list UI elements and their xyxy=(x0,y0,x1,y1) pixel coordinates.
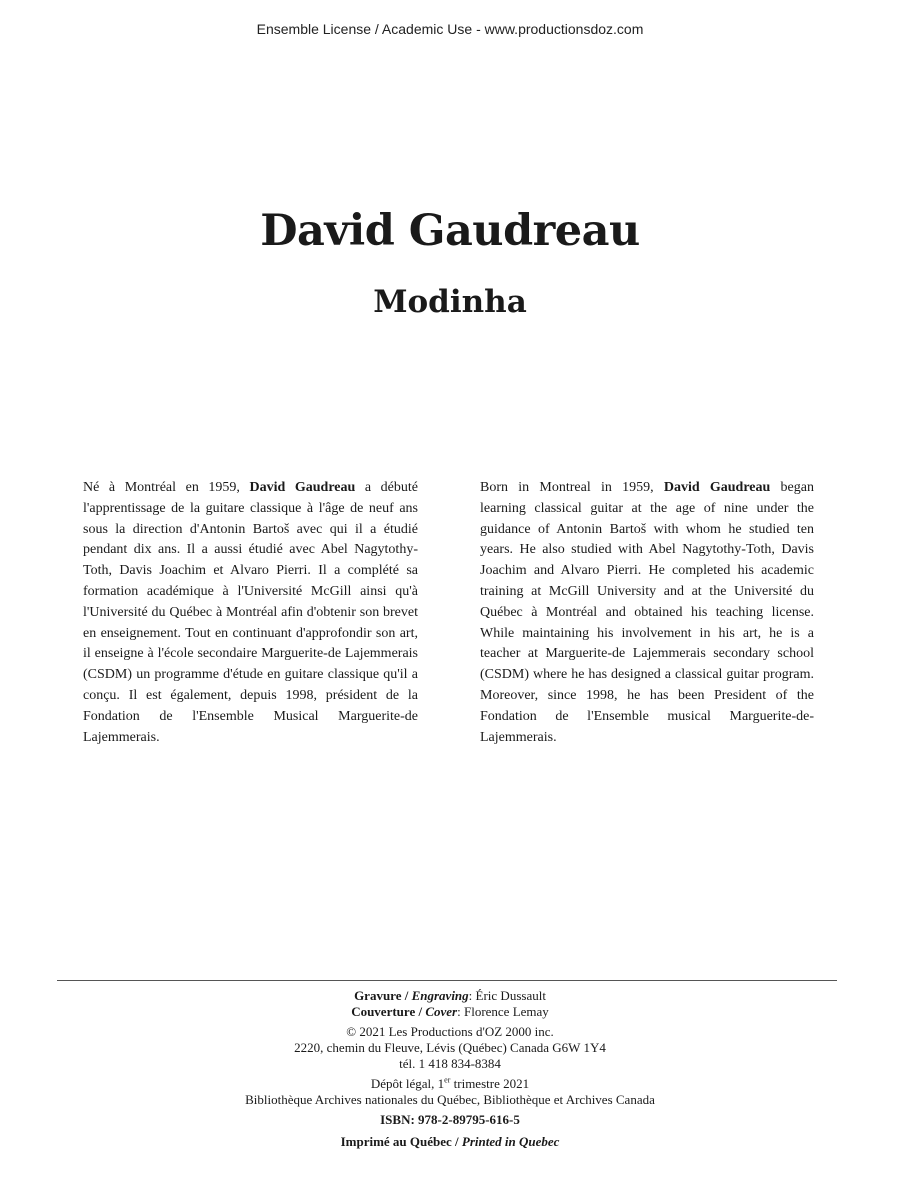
isbn-value: ISBN: 978-2-89795-616-5 xyxy=(380,1112,520,1127)
engraving-value: : Éric Dussault xyxy=(468,988,546,1003)
bio-fr-intro: Né à Montréal en 1959, xyxy=(83,480,250,495)
printed-in xyxy=(0,1134,900,1150)
bio-fr-composer-name: David Gaudreau xyxy=(249,480,356,495)
engraving-label-en: Engraving xyxy=(411,988,469,1003)
bio-en-intro: Born in Montreal in 1959, xyxy=(480,480,664,495)
biography-english-text xyxy=(480,478,814,748)
bio-fr-body: a débuté l'apprentissage de la guitare classique à l'âge de neuf ans sous la direction d'Antonin Bartoš avec qui il a étudié pendant dix ans. Il a aussi étudié avec Abel Nagytothy-Toth, Davis Joachim et Alvaro Pierri. Il a complété sa formation académique à l'Université McGill ainsi qu'à l'Université du Québec à Montréal afin d'obtenir son brevet en enseignement. Tout en continuant d'approfondir son art, il enseigne à l'école secondaire Marguerite-de Lajemmerais (CSDM) un programme d'étude en guitare classique qu'il a conçu. Il est également, depuis 1998, président de la Fondation de l'Ensemble Musical Marguerite-de Lajemmerais. xyxy=(83,480,418,745)
engraving-credit xyxy=(0,988,900,1004)
copyright: © 2021 Les Productions d'OZ 2000 inc. xyxy=(346,1024,554,1039)
engraving-label: Gravure / xyxy=(354,988,412,1003)
legal-deposit-sup: er xyxy=(444,1075,451,1085)
biography-english xyxy=(480,478,814,748)
colophon xyxy=(0,988,900,1150)
cover-label: Couverture / xyxy=(351,1004,426,1019)
legal-deposit-post: trimestre 2021 xyxy=(450,1076,530,1091)
printed-fr: Imprimé au Québec / xyxy=(340,1134,462,1149)
archives-line: Bibliothèque Archives nationales du Québec, Bibliothèque et Archives Canada xyxy=(245,1092,655,1107)
legal-deposit-pre: Dépôt légal, 1 xyxy=(370,1076,445,1091)
bio-en-composer-name: David Gaudreau xyxy=(663,480,771,495)
publisher-phone: tél. 1 418 834-8384 xyxy=(399,1056,501,1071)
work-title: Modinha xyxy=(373,284,527,320)
publisher-address: 2220, chemin du Fleuve, Lévis (Québec) Canada G6W 1Y4 xyxy=(294,1040,606,1055)
composer-name: David Gaudreau xyxy=(260,206,640,256)
footer-divider xyxy=(57,980,837,981)
isbn xyxy=(0,1112,900,1128)
legal-deposit xyxy=(0,1076,900,1092)
biography-french-text xyxy=(83,478,418,748)
cover-credit xyxy=(0,1004,900,1020)
cover-label-en: Cover xyxy=(425,1004,458,1019)
cover-value: : Florence Lemay xyxy=(457,1004,549,1019)
bio-en-body: began learning classical guitar at the age of nine under the guidance of Antonin Bartoš with whom he studied ten years. He also studied with Abel Nagytothy-Toth, Davis Joachim and Alvaro Pierri. He completed his academic training at McGill University and at the Université du Québec à Montréal and obtained his teaching license. While maintaining his involvement in his art, he is a teacher at Marguerite-de Lajemmerais secondary school (CSDM) where he has designed a classical guitar program. Moreover, since 1998, he has been President of the Fondation de l'Ensemble musical Marguerite-de-Lajemmerais. xyxy=(480,480,814,745)
printed-en: Printed in Quebec xyxy=(461,1134,560,1149)
license-header: Ensemble License / Academic Use - www.productionsdoz.com xyxy=(256,21,644,37)
biography-french xyxy=(83,478,418,748)
